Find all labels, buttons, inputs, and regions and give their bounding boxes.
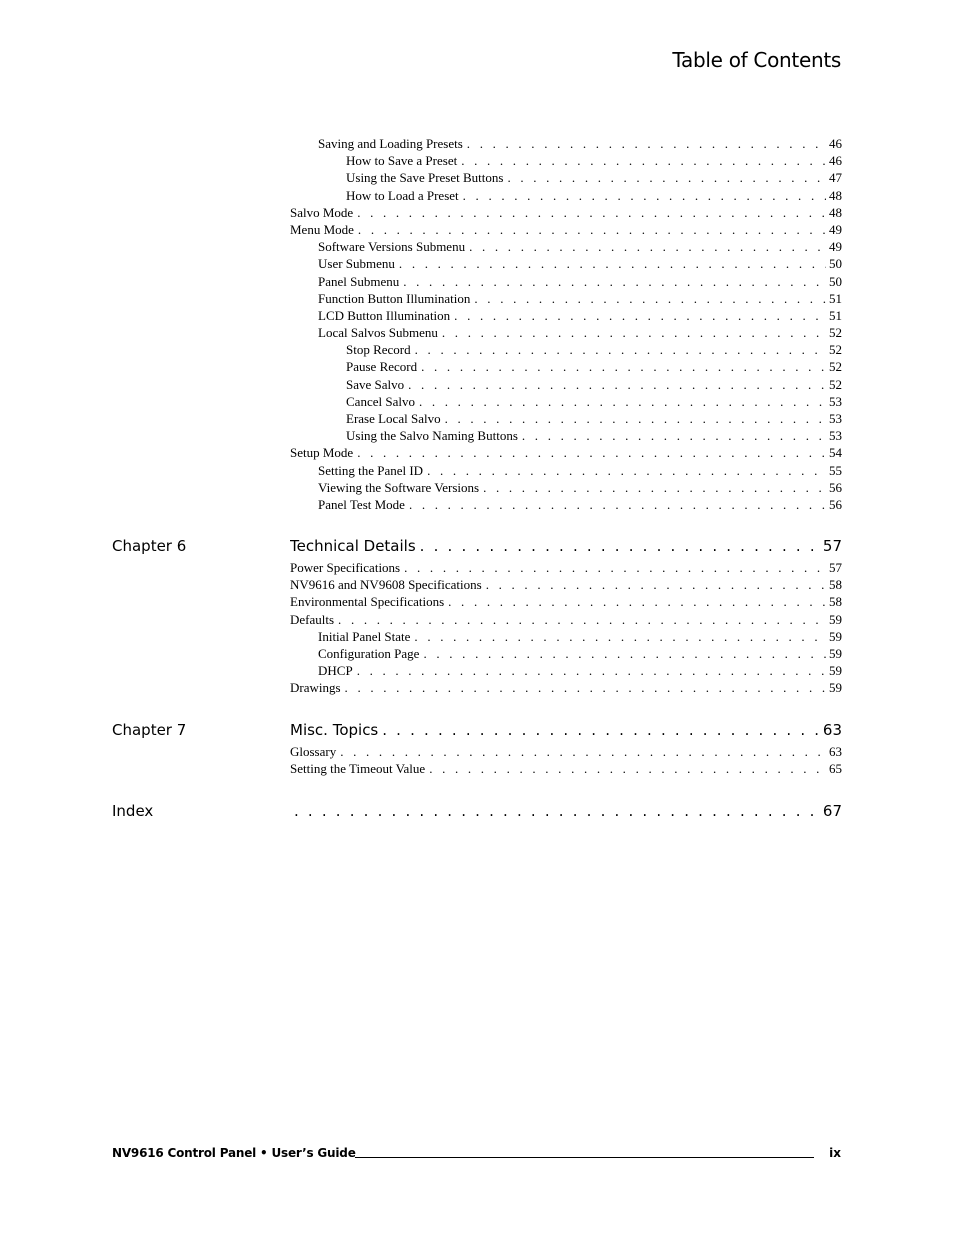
toc-entry-page: 50 (829, 273, 842, 289)
footer-page-number: ix (829, 1146, 841, 1160)
leader-dots (341, 680, 826, 696)
leader-dots (290, 802, 821, 820)
chapter-6-entries (290, 560, 842, 698)
toc-entry-page: 47 (829, 170, 842, 186)
index-page: 67 (822, 802, 842, 820)
leader-dots (518, 428, 826, 444)
toc-entry-title: Erase Local Salvo (346, 411, 441, 426)
leader-dots (378, 721, 821, 739)
leader-dots (441, 411, 826, 427)
toc-entry-title: Initial Panel State (318, 628, 411, 644)
leader-dots (479, 480, 826, 496)
chapter-7-heading[interactable] (290, 721, 842, 739)
toc-entry[interactable] (290, 394, 842, 411)
leader-dots (503, 170, 826, 186)
toc-entry[interactable] (290, 153, 842, 170)
chapter-7-page: 63 (822, 721, 842, 739)
toc-entry-page: 65 (829, 761, 842, 777)
leader-dots (354, 222, 826, 238)
leader-dots (417, 359, 826, 375)
toc-entry-title: Software Versions Submenu (318, 239, 466, 255)
leader-dots (400, 560, 826, 576)
toc-entry-title: Environmental Specifications (290, 594, 445, 610)
leader-dots (463, 136, 826, 152)
toc-entry-page: 48 (829, 204, 842, 220)
toc-entry-page: 51 (829, 307, 842, 323)
leader-dots (482, 577, 826, 593)
toc-entry-title: Panel Test Mode (318, 496, 405, 512)
toc-entry-page: 53 (829, 393, 842, 409)
toc-entry[interactable] (290, 291, 842, 308)
toc-entry-title: Menu Mode (290, 221, 354, 237)
toc-entry-page: 46 (829, 136, 842, 151)
leader-dots (334, 612, 826, 628)
toc-entry-title: How to Load a Preset (346, 187, 459, 203)
toc-entry[interactable] (290, 761, 842, 778)
leader-dots (423, 463, 826, 479)
toc-entry-page: 53 (829, 428, 842, 444)
toc-entry-page: 59 (829, 628, 842, 644)
toc-entry[interactable] (290, 560, 842, 577)
leader-dots (465, 239, 826, 255)
toc-entry[interactable] (290, 663, 842, 680)
toc-entry-page: 51 (829, 290, 842, 306)
leader-dots (411, 342, 826, 358)
toc-entry[interactable] (290, 274, 842, 291)
leader-dots (336, 744, 826, 760)
toc-entry[interactable] (290, 325, 842, 342)
toc-entry-title: Using the Salvo Naming Buttons (346, 428, 518, 444)
leader-dots (415, 394, 826, 410)
page-title: Table of Contents (672, 48, 841, 72)
toc-entry[interactable] (290, 239, 842, 256)
toc-entry[interactable] (290, 646, 842, 663)
toc-entry-title: Defaults (290, 611, 335, 627)
leader-dots (459, 188, 826, 204)
toc-entry[interactable] (290, 428, 842, 445)
leader-dots (470, 291, 826, 307)
toc-entry-page: 49 (829, 239, 842, 255)
leader-dots (416, 537, 821, 555)
toc-entry-title: User Submenu (318, 256, 395, 272)
toc-entry[interactable] (290, 594, 842, 611)
chapter-7-entries (290, 744, 842, 778)
toc-entry-title: Saving and Loading Presets (318, 136, 463, 151)
footer-rule (355, 1157, 814, 1158)
leader-dots (410, 629, 826, 645)
chapter-7-label: Chapter 7 (112, 721, 187, 739)
leader-dots (395, 256, 826, 272)
toc-entry-title: Panel Submenu (318, 273, 400, 289)
toc-entry[interactable] (290, 256, 842, 273)
toc-entry-page: 52 (829, 376, 842, 392)
toc-entry-title: LCD Button Illumination (318, 307, 451, 323)
toc-entry-title: Save Salvo (346, 376, 405, 392)
toc-entry-page: 53 (829, 411, 842, 426)
toc-entry[interactable] (290, 342, 842, 359)
toc-entry-title: Stop Record (346, 342, 411, 358)
toc-entry[interactable] (290, 612, 842, 629)
toc-entry-page: 52 (829, 342, 842, 358)
toc-entry-page: 55 (829, 462, 842, 478)
toc-entry[interactable] (290, 136, 842, 153)
chapter-6-label: Chapter 6 (112, 537, 187, 555)
leader-dots (353, 205, 826, 221)
leader-dots (450, 308, 826, 324)
toc-entry[interactable] (290, 170, 842, 187)
leader-dots (405, 497, 826, 513)
toc-entry-title: Setup Mode (290, 445, 354, 461)
toc-entry[interactable] (290, 577, 842, 594)
toc-entry[interactable] (290, 680, 842, 697)
toc-entry-page: 59 (829, 663, 842, 679)
leader-dots (444, 594, 826, 610)
toc-entry-page: 52 (829, 359, 842, 375)
toc-entry[interactable] (290, 359, 842, 376)
toc-entry-page: 57 (829, 560, 842, 575)
chapter-6-page: 57 (822, 537, 842, 555)
chapter-6-heading[interactable] (290, 537, 842, 555)
leader-dots (353, 445, 826, 461)
toc-entry-title: Configuration Page (318, 645, 420, 661)
chapter-7-title: Misc. Topics (290, 721, 379, 739)
toc-entry-page: 59 (829, 611, 842, 627)
toc-entry[interactable] (290, 744, 842, 761)
toc-entry[interactable] (290, 308, 842, 325)
toc-entry-title: DHCP (318, 663, 353, 679)
toc-entry-title: NV9616 and NV9608 Specifications (290, 577, 482, 593)
toc-entry[interactable] (290, 377, 842, 394)
toc-entry-title: Drawings (290, 680, 341, 696)
toc-entry-title: Salvo Mode (290, 204, 354, 220)
leader-dots (399, 274, 826, 290)
chapter-6-title: Technical Details (290, 537, 416, 555)
toc-entry-page: 49 (829, 221, 842, 237)
toc-entry[interactable] (290, 411, 842, 428)
toc-entry-page: 63 (829, 744, 842, 759)
toc-entry-page: 56 (829, 479, 842, 495)
toc-entry-title: Function Button Illumination (318, 290, 471, 306)
toc-entry-title: Local Salvos Submenu (318, 325, 438, 341)
leader-dots (353, 663, 826, 679)
leader-dots (419, 646, 826, 662)
toc-entry[interactable] (290, 188, 842, 205)
toc-entry[interactable] (290, 497, 842, 514)
leader-dots (425, 761, 826, 777)
toc-entry-title: Setting the Panel ID (318, 462, 424, 478)
toc-continued-list (290, 136, 842, 514)
leader-dots (438, 325, 826, 341)
toc-entry-title: Viewing the Software Versions (318, 479, 480, 495)
leader-dots (404, 377, 826, 393)
toc-entry-page: 59 (829, 680, 842, 696)
toc-entry-page: 48 (829, 187, 842, 203)
toc-entry-title: Power Specifications (290, 560, 401, 575)
toc-entry-page: 59 (829, 645, 842, 661)
index-heading[interactable] (290, 802, 842, 820)
toc-entry-page: 46 (829, 153, 842, 169)
toc-entry-title: How to Save a Preset (346, 153, 458, 169)
footer-doc-title: NV9616 Control Panel • User’s Guide (112, 1146, 356, 1160)
toc-entry-page: 54 (829, 445, 842, 461)
toc-entry-page: 52 (829, 325, 842, 341)
toc-entry-page: 56 (829, 496, 842, 512)
leader-dots (457, 153, 826, 169)
toc-entry[interactable] (290, 205, 842, 222)
toc-entry-title: Glossary (290, 744, 337, 759)
toc-entry[interactable] (290, 629, 842, 646)
toc-entry-title: Cancel Salvo (346, 393, 415, 409)
index-label: Index (112, 802, 154, 820)
toc-entry-page: 58 (829, 577, 842, 593)
toc-entry[interactable] (290, 445, 842, 462)
toc-entry[interactable] (290, 480, 842, 497)
toc-entry-title: Using the Save Preset Buttons (346, 170, 504, 186)
toc-entry-page: 58 (829, 594, 842, 610)
toc-entry[interactable] (290, 463, 842, 480)
toc-entry-title: Pause Record (346, 359, 418, 375)
toc-entry[interactable] (290, 222, 842, 239)
toc-entry-page: 50 (829, 256, 842, 272)
toc-entry-title: Setting the Timeout Value (290, 761, 426, 777)
